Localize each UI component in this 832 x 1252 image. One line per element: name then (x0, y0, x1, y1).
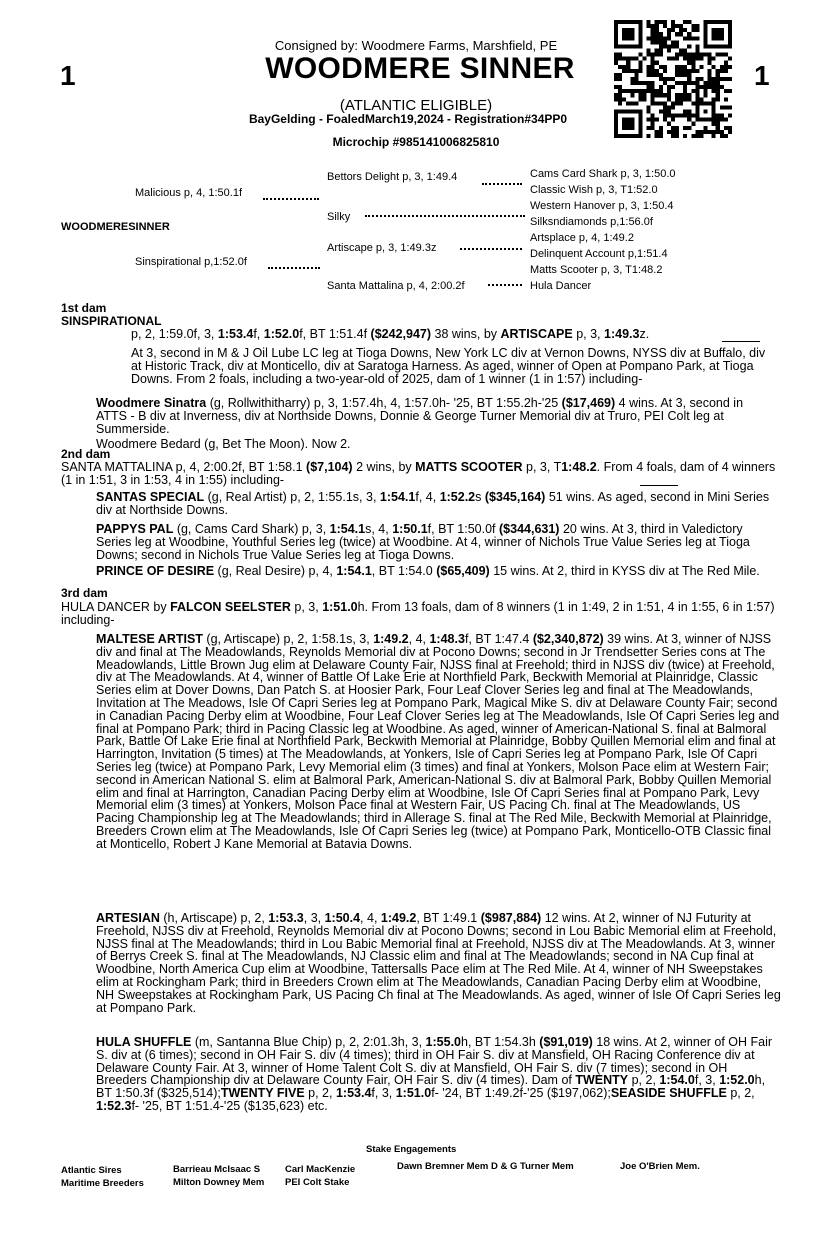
qr-code-icon (614, 20, 732, 138)
microchip: Microchip #985141006825810 (332, 135, 500, 149)
stake-joe-obrien: Joe O'Brien Mem. (620, 1161, 700, 1172)
third-dam-intro: HULA DANCER by FALCON SEELSTER p, 3, 1:51.0h. From 13 foals, dam of 8 winners (1 in 1:49, 2 in 1:51, 4 in 1:55, 6 in 1:57) including- (61, 600, 775, 627)
third-dam-heading: 3rd dam (61, 586, 108, 600)
pedigree-connector (263, 198, 319, 200)
pedigree-g3: Western Hanover p, 3, 1:50.4 (530, 200, 674, 212)
pedigree-g7: Matts Scooter p, 3, T1:48.2 (530, 264, 663, 276)
first-dam-heading: 1st dam (61, 301, 107, 315)
horse-name: WOODMERE SINNER (265, 52, 575, 85)
pedigree-connector (460, 248, 522, 250)
stake-engagements-heading: Stake Engagements (366, 1144, 457, 1155)
pedigree-g6: Delinquent Account p,1:51.4 (530, 248, 668, 260)
first-dam-summary: At 3, second in M & J Oil Lube LC leg at Tioga Downs, New York LC div at Vernon Downs, NYSS div at Buffalo, div at Historic Track, div at Monticello, div at Saratoga Harness. As aged, winner of Open at Pompano Park, at Tioga Downs. From 2 foals, including a two-year-old of 2025, dam of 1 winner (1 in 1:57) including- (131, 346, 766, 386)
pedigree-g4: Silksndiamonds p,1:56.0f (530, 216, 653, 228)
first-dam-record: p, 2, 1:59.0f, 3, 1:53.4f, 1:52.0f, BT 1:51.4f ($242,947) 38 wins, by ARTISCAPE p, 3, 1:49.3z. (131, 327, 650, 341)
stake-barrieau-mcisaac: Barrieau McIsaac S (173, 1164, 261, 1175)
hip-number-left: 1 (60, 60, 76, 91)
stake-milton-downey: Milton Downey Mem (173, 1177, 265, 1188)
hip-number-right: 1 (754, 60, 770, 91)
third-dam-produce-artesian: ARTESIAN (h, Artiscape) p, 2, 1:53.3, 3, 1:50.4, 4, 1:49.2, BT 1:49.1 ($987,884) 12 wins. At 2, winner of NJ Futurity at Freehold, NJSS div at Freehold, Reynolds Memorial div at Pocono Downs; second in Lou Babic Memorial elim at Freehold, NJSS final at The Meadowlands; third in Lou Babic Memorial final at Freehold, NJSS div at The Meadowlands. At 3, winner of Berrys Creek S. final at The Meadowlands, NJ Classic elim and final at The Meadowlands; second in NA Cup final at Woodbine, North America Cup elim at Woodbine, Tattersalls Pace elim at The Red Mile. At 4, winner of NH Sweepstakes elim at Rockingham Park; third in Breeders Crown elim at The Meadowlands, Canadian Pacing Derby elim at Woodbine, NH Sweepstakes at Rockingham Park, US Pacing Ch final at The Meadowlands. As aged, winner of Isle Of Capri Series leg at Pompano Park. (96, 911, 781, 1015)
pedigree-g8: Hula Dancer (530, 280, 592, 292)
pedigree-connector (482, 183, 522, 185)
second-dam-heading: 2nd dam (61, 447, 111, 461)
second-dam-produce-2: PAPPYS PAL (g, Cams Card Shark) p, 3, 1:54.1s, 4, 1:50.1f, BT 1:50.0f ($344,631) 20 wins. At 3, third in Valedictory Series leg at Woodbine, Youthful Series leg (twice) at Woodbine. At 4, winner of Nichols True Value Series leg at Tioga Downs; second in Nichols True Value Series leg at Tioga Downs. (96, 522, 750, 562)
third-dam-produce-hula-shuffle: HULA SHUFFLE (m, Santanna Blue Chip) p, 2, 2:01.3h, 3, 1:55.0h, BT 1:54.3h ($91,019) 18 wins. At 2, winner of OH Fair S. div at (6 times); second in OH Fair S. div (4 times); third in OH Fair S. div at Mansfield, OH Racing Conference div at Delaware County Fair. At 3, winner of Home Talent Colt S. div at Mansfield, OH Fair S. div (7 times); second in OH Breeders Championship div at Delaware County Fair, OH Fair S. div (4 times). Dam of TWENTY p, 2, 1:54.0f, 3, 1:52.0h, BT 1:50.3f ($325,514);TWENTY FIVE p, 2, 1:53.4f, 3, 1:51.0f- '24, BT 1:49.2f-'25 ($197,062);SEASIDE SHUFFLE p, 2, 1:52.3f- '25, BT 1:51.4-'25 ($135,623) etc. (96, 1035, 773, 1113)
pedigree-connector (365, 215, 525, 217)
pedigree-connector (488, 284, 522, 286)
pedigree-dam-sire: Artiscape p, 3, 1:49.3z (327, 242, 437, 254)
first-dam-name: SINSPIRATIONAL (61, 314, 162, 328)
stake-dawn-bremner: Dawn Bremner Mem D & G Turner Mem (397, 1161, 574, 1172)
pedigree-sire-sire: Bettors Delight p, 3, 1:49.4 (327, 171, 458, 183)
pedigree-dam: Sinspirational p,1:52.0f (135, 256, 247, 268)
first-dam-foal-1: Woodmere Sinatra (g, Rollwithitharry) p, 3, 1:57.4h, 4, 1:57.0h- '25, BT 1:55.2h-'25 ($17,469) 4 wins. At 3, second in ATTS - B div at Inverness, div at Northside Downs, Donnie & George Turner Memorial div at Truro, PEI Colt leg at Summerside. (96, 396, 744, 436)
pedigree-dam-dam: Santa Mattalina p, 4, 2:00.2f (327, 280, 465, 292)
consignor: Consigned by: Woodmere Farms, Marshfield, PE (274, 38, 558, 53)
stake-maritime-breeders: Maritime Breeders (61, 1178, 144, 1189)
pedigree-g2: Classic Wish p, 3, T1:52.0 (530, 184, 658, 196)
pedigree-connector (268, 267, 320, 269)
pedigree-g1: Cams Card Shark p, 3, 1:50.0 (530, 168, 676, 180)
pedigree-sire: Malicious p, 4, 1:50.1f (135, 187, 243, 199)
registration: BayGelding - FoaledMarch19,2024 - Registration#34PP0 (248, 112, 568, 126)
second-dam-intro: SANTA MATTALINA p, 4, 2:00.2f, BT 1:58.1 ($7,104) 2 wins, by MATTS SCOOTER p, 3, T1:48.2. From 4 foals, dam of 4 winners (1 in 1:51, 3 in 1:53, 4 in 1:55) including- (61, 460, 776, 487)
stake-pei-colt: PEI Colt Stake (285, 1177, 350, 1188)
pedigree-g5: Artsplace p, 4, 1:49.2 (530, 232, 634, 244)
rule-line (722, 341, 760, 342)
pedigree-sire-dam: Silky (327, 211, 351, 223)
pedigree-horse: WOODMERESINNER (61, 221, 170, 233)
second-dam-produce-1: SANTAS SPECIAL (g, Real Artist) p, 2, 1:55.1s, 3, 1:54.1f, 4, 1:52.2s ($345,164) 51 wins. As aged, second in Mini Series div at Northside Downs. (96, 490, 770, 517)
third-dam-produce-maltese-artist: MALTESE ARTIST (g, Artiscape) p, 2, 1:58.1s, 3, 1:49.2, 4, 1:48.3f, BT 1:47.4 ($2,340,872) 39 wins. At 3, winner of NJSS div and final at The Meadowlands, Reynolds Memorial div at Pocono Downs; second in Jr Trendsetter Series cons at The Meadowlands, Little Brown Jug elim at Delaware County Fair, NJSS final at Freehold; third in NJSS div (twice) at Freehold, div at The Meadowlands. At 4, winner of Battle Of Lake Erie at Northfield Park, Beckwith Memorial at Plainridge, Classic Series elim at Dover Downs, Dan Patch S. at Hoosier Park, Four Leaf Clover Series leg and final at The Meadowlands, Invitation at The Meadows, Isle Of Capri Series leg at Pompano Park, Magical Mike S. div at Delaware County Fair; second in Canadian Pacing Derby elim at Woodbine, Four Leaf Clover Series leg at The Meadowlands, Isle Of Capri Series leg and final at Pompano Park; third in Pacing Classic leg at Woodbine. As aged, winner of American-National S. final at Balmoral Park, Battle Of Lake Erie final at Northfield Park, Beckwith Memorial at Plainridge, Bobby Quillen Memorial elim and final at Harrington, Invitation (5 times) at The Meadowlands, at Yonkers, Isle of Capri Series leg at Pompano Park, Isle Of Capri Series leg (twice) at Pompano Park, Levy Memorial elim (3 times) and final at Yonkers, Molson Pace elim at Western Fair; second in American National S. elim at Balmoral Park, American-National S. div at Balmoral Park, Bobby Quillen Memorial elim and final at Harrington, Canadian Pacing Derby elim at Woodbine, Isle Of Capri Series final at Pompano Park, Levy Memorial elim (3 times) at Yonkers, Molson Pace final at Western Fair, US Pacing Ch. final at The Meadowlands, US Pacing Championship leg at The Meadowlands; third in Allerage S. final at The Red Mile, Beckwith Memorial at Plainridge, Breeders Crown elim at The Meadowlands, Isle Of Capri Series leg (twice) at Pompano Park, Monticello-OTB Classic final at Monticello, Robert J Kane Memorial at Batavia Downs. (96, 632, 780, 851)
stake-carl-mackenzie: Carl MacKenzie (285, 1164, 356, 1175)
rule-line (640, 485, 678, 486)
eligibility: (ATLANTIC ELIGIBLE) (339, 97, 493, 114)
stake-atlantic-sires: Atlantic Sires (61, 1165, 122, 1176)
second-dam-produce-3: PRINCE OF DESIRE (g, Real Desire) p, 4, 1:54.1, BT 1:54.0 ($65,409) 15 wins. At 2, third in KYSS div at The Red Mile. (96, 564, 760, 578)
first-dam-foal-2: Woodmere Bedard (g, Bet The Moon). Now 2. (96, 437, 351, 451)
